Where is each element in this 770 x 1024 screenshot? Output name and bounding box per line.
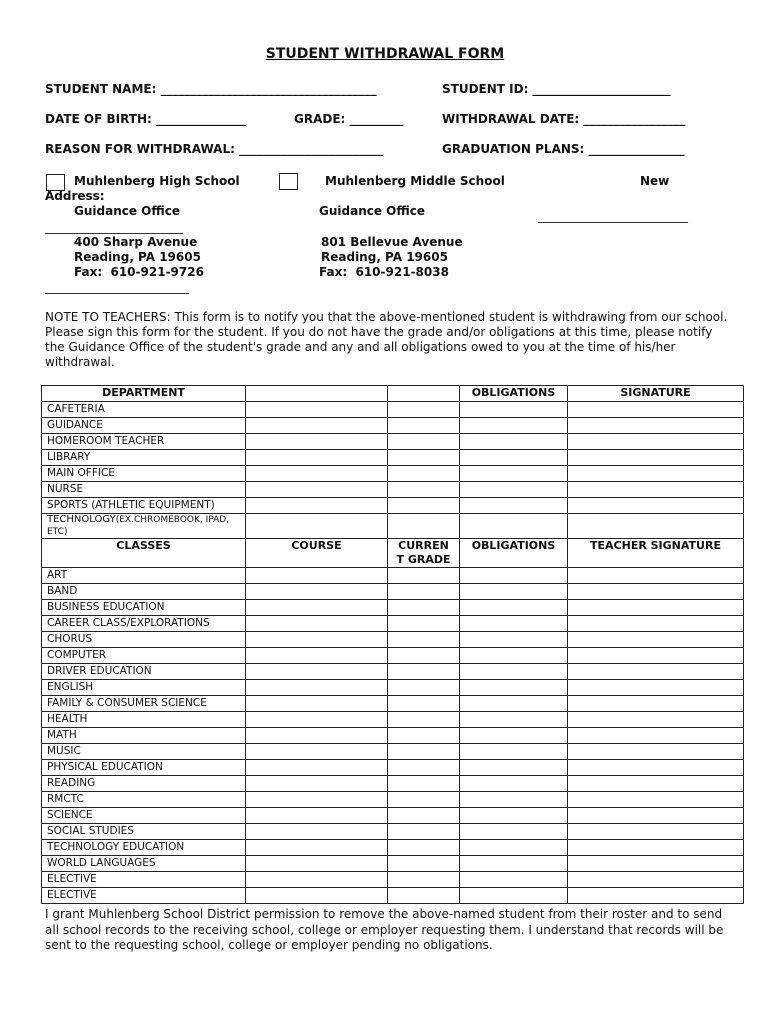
class-name: MUSIC: [42, 744, 246, 760]
course-cell[interactable]: [246, 600, 388, 616]
high-school-fax: Fax: 610-921-9726: [74, 265, 204, 279]
department-row: [42, 450, 744, 466]
class-row: [42, 792, 744, 808]
table-cell[interactable]: [246, 498, 388, 514]
department-name: LIBRARY: [42, 450, 246, 466]
course-cell[interactable]: [246, 888, 388, 904]
middle-school-name: Muhlenberg Middle School: [325, 174, 505, 188]
class-name: HEALTH: [42, 712, 246, 728]
class-row: [42, 824, 744, 840]
grade-cell[interactable]: [388, 600, 460, 616]
class-name: BUSINESS EDUCATION: [42, 600, 246, 616]
obligations-header: OBLIGATIONS: [460, 386, 568, 402]
grade-cell[interactable]: [388, 632, 460, 648]
department-row: [42, 434, 744, 450]
grade-cell[interactable]: [388, 648, 460, 664]
course-cell[interactable]: [246, 680, 388, 696]
middle-school-office: Guidance Office: [319, 204, 426, 218]
grade-cell[interactable]: [388, 776, 460, 792]
course-cell[interactable]: [246, 824, 388, 840]
class-row: [42, 680, 744, 696]
obligations-cell[interactable]: [460, 824, 568, 840]
department-name: GUIDANCE: [42, 418, 246, 434]
course-cell[interactable]: [246, 648, 388, 664]
course-cell[interactable]: [246, 856, 388, 872]
department-row: [42, 402, 744, 418]
obligations-cell[interactable]: [460, 450, 568, 466]
class-name: READING: [42, 776, 246, 792]
table-cell[interactable]: [246, 402, 388, 418]
classes-header-row: [42, 539, 744, 568]
department-row: [42, 498, 744, 514]
class-name: TECHNOLOGY EDUCATION: [42, 840, 246, 856]
teacher-signature-cell[interactable]: [568, 664, 744, 680]
teacher-signature-cell[interactable]: [568, 744, 744, 760]
course-cell[interactable]: [246, 840, 388, 856]
teacher-signature-cell[interactable]: [568, 648, 744, 664]
grade-cell[interactable]: [388, 664, 460, 680]
teacher-signature-cell[interactable]: [568, 840, 744, 856]
department-name: HOMEROOM TEACHER: [42, 434, 246, 450]
table-cell[interactable]: [246, 482, 388, 498]
grade-cell[interactable]: [388, 696, 460, 712]
obligations-cell[interactable]: [460, 402, 568, 418]
table-cell[interactable]: [246, 434, 388, 450]
class-name: FAMILY & CONSUMER SCIENCE: [42, 696, 246, 712]
obligations-table: [41, 385, 744, 904]
obligations-cell[interactable]: [460, 744, 568, 760]
class-name: COMPUTER: [42, 648, 246, 664]
department-name: CAFETERIA: [42, 402, 246, 418]
teacher-signature-cell[interactable]: [568, 584, 744, 600]
high-school-city: Reading, PA 19605: [74, 250, 201, 264]
obligations-cell[interactable]: [460, 664, 568, 680]
class-row: [42, 856, 744, 872]
grade-cell[interactable]: [388, 568, 460, 584]
obligations-cell[interactable]: [460, 808, 568, 824]
high-school-line-2[interactable]: ________________________: [45, 280, 189, 294]
class-name: ART: [42, 568, 246, 584]
teacher-signature-cell[interactable]: [568, 760, 744, 776]
grade-cell[interactable]: [388, 792, 460, 808]
course-cell[interactable]: [246, 584, 388, 600]
obligations-cell[interactable]: [460, 840, 568, 856]
class-row: [42, 744, 744, 760]
obligations-cell[interactable]: [460, 888, 568, 904]
new-address-label: New: [640, 174, 670, 188]
department-name: SPORTS (ATHLETIC EQUIPMENT): [42, 498, 246, 514]
course-cell[interactable]: [246, 776, 388, 792]
table-cell[interactable]: [246, 418, 388, 434]
class-row: [42, 712, 744, 728]
obligations-cell[interactable]: [460, 514, 568, 539]
class-row: [42, 648, 744, 664]
table-cell[interactable]: [388, 418, 460, 434]
class-row: [42, 728, 744, 744]
table-cell[interactable]: [246, 450, 388, 466]
department-name: NURSE: [42, 482, 246, 498]
middle-school-checkbox[interactable]: [279, 173, 298, 190]
teacher-signature-cell[interactable]: [568, 568, 744, 584]
graduation-plans-field[interactable]: GRADUATION PLANS: ________________: [442, 142, 685, 156]
obligations-cell[interactable]: [460, 600, 568, 616]
class-name: ELECTIVE: [42, 872, 246, 888]
teacher-signature-header: TEACHER SIGNATURE: [568, 539, 744, 568]
obligations-cell[interactable]: [460, 466, 568, 482]
course-cell[interactable]: [246, 760, 388, 776]
obligations-cell[interactable]: [460, 498, 568, 514]
current-grade-header-line: CURREN: [398, 539, 449, 552]
class-row: [42, 584, 744, 600]
course-cell[interactable]: [246, 728, 388, 744]
teacher-signature-cell[interactable]: [568, 616, 744, 632]
class-row: [42, 696, 744, 712]
table-cell[interactable]: [388, 514, 460, 539]
course-cell[interactable]: [246, 744, 388, 760]
class-row: [42, 616, 744, 632]
obligations-cell[interactable]: [460, 776, 568, 792]
department-row: [42, 418, 744, 434]
class-name: BAND: [42, 584, 246, 600]
course-cell[interactable]: [246, 808, 388, 824]
course-cell[interactable]: [246, 712, 388, 728]
obligations-cell[interactable]: [460, 728, 568, 744]
table-cell[interactable]: [246, 514, 388, 539]
class-name: WORLD LANGUAGES: [42, 856, 246, 872]
table-cell[interactable]: [388, 498, 460, 514]
teacher-signature-cell[interactable]: [568, 872, 744, 888]
class-obligations-header: OBLIGATIONS: [460, 539, 568, 568]
class-row: [42, 808, 744, 824]
table-cell[interactable]: [388, 466, 460, 482]
signature-cell[interactable]: [568, 450, 744, 466]
teacher-signature-cell[interactable]: [568, 856, 744, 872]
grade-cell[interactable]: [388, 888, 460, 904]
class-name: SCIENCE: [42, 808, 246, 824]
department-row: [42, 482, 744, 498]
obligations-cell[interactable]: [460, 434, 568, 450]
class-name: PHYSICAL EDUCATION: [42, 760, 246, 776]
middle-school-street: 801 Bellevue Avenue: [321, 235, 463, 249]
table-cell[interactable]: [246, 466, 388, 482]
signature-cell[interactable]: [568, 402, 744, 418]
high-school-name: Muhlenberg High School: [74, 174, 240, 188]
grade-cell[interactable]: [388, 760, 460, 776]
grade-cell[interactable]: [388, 872, 460, 888]
current-grade-header: [388, 539, 460, 568]
signature-cell[interactable]: [568, 418, 744, 434]
obligations-cell[interactable]: [460, 792, 568, 808]
table-cell[interactable]: [388, 482, 460, 498]
high-school-line[interactable]: _______________________: [45, 220, 183, 234]
note-to-teachers: NOTE TO TEACHERS: This form is to notify you that the above-mentioned student is withdrawing from our school. Please sign this form for the student. If you do not have the grade and/or obligations at this time, please notify the Guidance Office of the student's grade and any and all obligations owed to you at the time of his/her withdrawal.: [45, 310, 728, 369]
signature-cell[interactable]: [568, 466, 744, 482]
signature-cell[interactable]: [568, 498, 744, 514]
teacher-signature-cell[interactable]: [568, 728, 744, 744]
header-blank: [388, 386, 460, 402]
obligations-cell[interactable]: [460, 856, 568, 872]
grade-field[interactable]: GRADE: _________: [294, 112, 404, 126]
teacher-signature-cell[interactable]: [568, 792, 744, 808]
teacher-signature-cell[interactable]: [568, 600, 744, 616]
signature-cell[interactable]: [568, 482, 744, 498]
class-row: [42, 872, 744, 888]
class-row: [42, 888, 744, 904]
teacher-signature-cell[interactable]: [568, 696, 744, 712]
obligations-cell[interactable]: [460, 696, 568, 712]
obligations-cell[interactable]: [460, 584, 568, 600]
student-name-field[interactable]: STUDENT NAME: ____________________________________: [45, 82, 377, 96]
grade-cell[interactable]: [388, 840, 460, 856]
class-name: DRIVER EDUCATION: [42, 664, 246, 680]
obligations-cell[interactable]: [460, 418, 568, 434]
obligations-cell[interactable]: [460, 568, 568, 584]
obligations-cell[interactable]: [460, 648, 568, 664]
obligations-cell[interactable]: [460, 760, 568, 776]
grade-cell[interactable]: [388, 728, 460, 744]
date-of-birth-field[interactable]: DATE OF BIRTH: _______________: [45, 112, 246, 126]
high-school-office: Guidance Office: [74, 204, 181, 218]
middle-school-city: Reading, PA 19605: [321, 250, 448, 264]
class-name: ENGLISH: [42, 680, 246, 696]
technology-label: TECHNOLOGY: [47, 514, 116, 525]
obligations-cell[interactable]: [460, 616, 568, 632]
class-name: SOCIAL STUDIES: [42, 824, 246, 840]
course-cell[interactable]: [246, 568, 388, 584]
class-row: [42, 664, 744, 680]
teacher-signature-cell[interactable]: [568, 776, 744, 792]
address-label: Address:: [45, 189, 105, 203]
course-cell[interactable]: [246, 664, 388, 680]
class-name: CHORUS: [42, 632, 246, 648]
class-name: ELECTIVE: [42, 888, 246, 904]
course-cell[interactable]: [246, 872, 388, 888]
table-cell[interactable]: [388, 450, 460, 466]
department-row: [42, 466, 744, 482]
grade-cell[interactable]: [388, 616, 460, 632]
form-title: STUDENT WITHDRAWAL FORM: [265, 46, 505, 62]
grade-cell[interactable]: [388, 680, 460, 696]
department-header-row: [42, 386, 744, 402]
new-address-line[interactable]: _________________________: [538, 209, 688, 223]
class-name: CAREER CLASS/EXPLORATIONS: [42, 616, 246, 632]
current-grade-header-line: T GRADE: [396, 553, 451, 566]
teacher-signature-cell[interactable]: [568, 888, 744, 904]
obligations-cell[interactable]: [460, 712, 568, 728]
grade-cell[interactable]: [388, 856, 460, 872]
classes-header: CLASSES: [42, 539, 246, 568]
course-cell[interactable]: [246, 616, 388, 632]
class-row: [42, 760, 744, 776]
class-row: [42, 632, 744, 648]
middle-school-fax: Fax: 610-921-8038: [319, 265, 449, 279]
department-row-technology: [42, 514, 744, 539]
department-name: MAIN OFFICE: [42, 466, 246, 482]
technology-examples: (EX.CHROMEBOOK, IPAD, ETC): [47, 515, 230, 537]
student-id-field[interactable]: STUDENT ID: _______________________: [442, 82, 671, 96]
grade-cell[interactable]: [388, 584, 460, 600]
reason-field[interactable]: REASON FOR WITHDRAWAL: ________________________: [45, 142, 384, 156]
teacher-signature-cell[interactable]: [568, 680, 744, 696]
signature-header: SIGNATURE: [568, 386, 744, 402]
class-name: RMCTC: [42, 792, 246, 808]
header-blank: [246, 386, 388, 402]
grade-cell[interactable]: [388, 808, 460, 824]
withdrawal-date-field[interactable]: WITHDRAWAL DATE: _________________: [442, 112, 686, 126]
course-cell[interactable]: [246, 696, 388, 712]
teacher-signature-cell[interactable]: [568, 808, 744, 824]
obligations-cell[interactable]: [460, 680, 568, 696]
class-row: [42, 600, 744, 616]
teacher-signature-cell[interactable]: [568, 712, 744, 728]
course-cell[interactable]: [246, 632, 388, 648]
table-cell[interactable]: [388, 434, 460, 450]
signature-cell[interactable]: [568, 434, 744, 450]
grade-cell[interactable]: [388, 824, 460, 840]
obligations-cell[interactable]: [460, 632, 568, 648]
grade-cell[interactable]: [388, 744, 460, 760]
class-name: MATH: [42, 728, 246, 744]
obligations-cell[interactable]: [460, 482, 568, 498]
high-school-street: 400 Sharp Avenue: [74, 235, 198, 249]
grade-cell[interactable]: [388, 712, 460, 728]
obligations-cell[interactable]: [460, 872, 568, 888]
department-technology: [42, 514, 246, 539]
signature-cell[interactable]: [568, 514, 744, 539]
permission-statement: I grant Muhlenberg School District permission to remove the above-named student from their roster and to send all school records to the receiving school, college or employer requesting them. I understand that records will be sent to the requesting school, college or employer pending no obligations.: [45, 907, 724, 952]
department-header: DEPARTMENT: [42, 386, 246, 402]
class-row: [42, 568, 744, 584]
class-row: [42, 840, 744, 856]
table-cell[interactable]: [388, 402, 460, 418]
teacher-signature-cell[interactable]: [568, 632, 744, 648]
course-header: COURSE: [246, 539, 388, 568]
teacher-signature-cell[interactable]: [568, 824, 744, 840]
course-cell[interactable]: [246, 792, 388, 808]
class-row: [42, 776, 744, 792]
